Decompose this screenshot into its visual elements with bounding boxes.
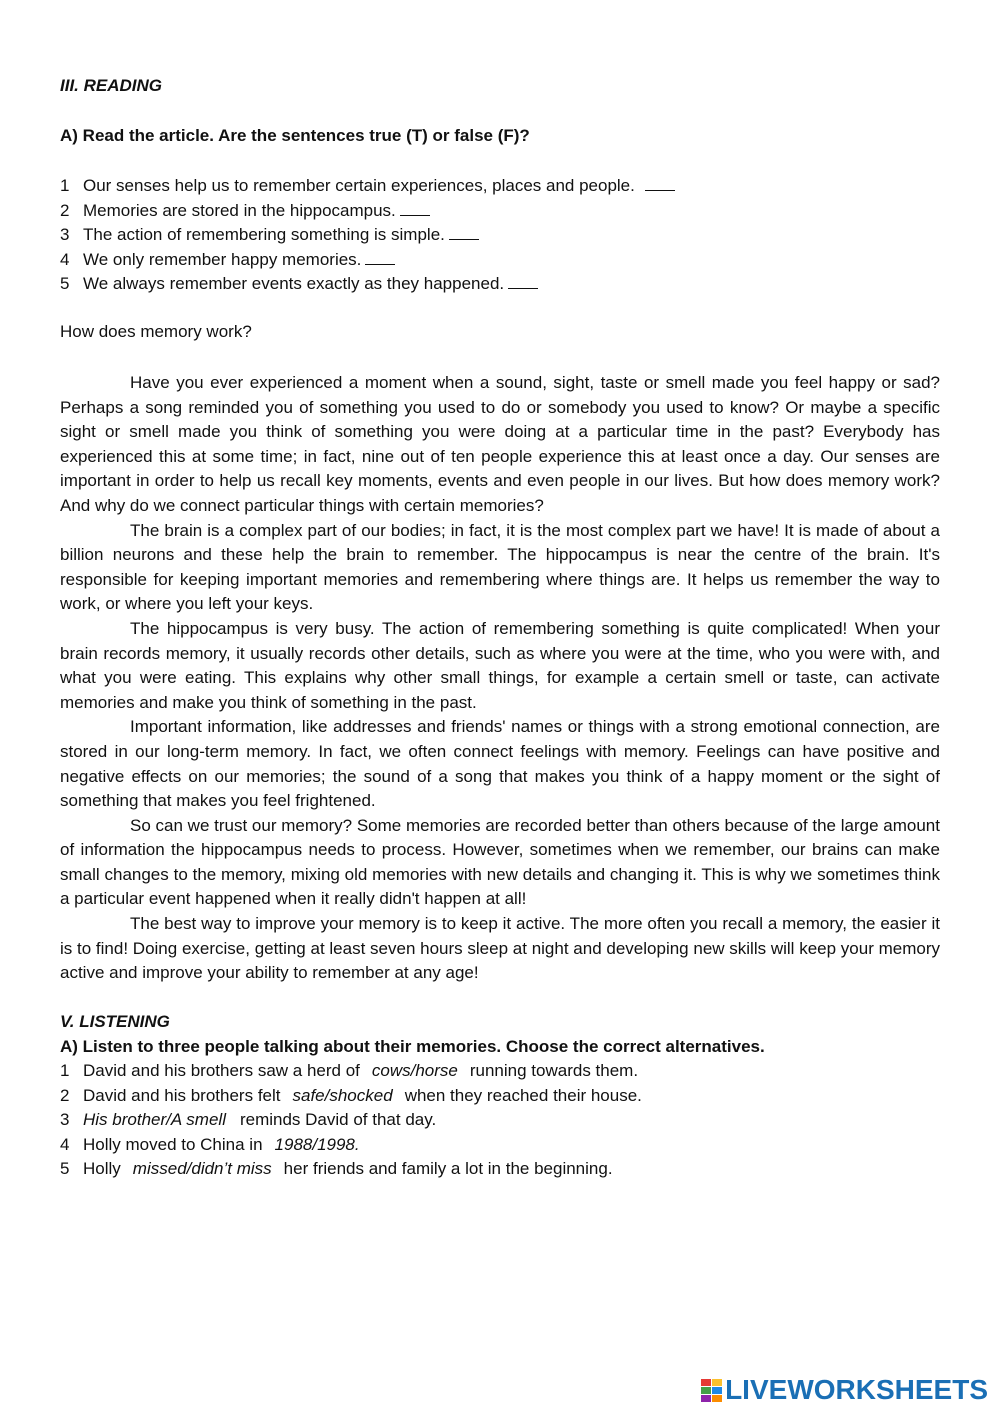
answer-blank[interactable]	[645, 176, 675, 191]
listening-item-3: 3 His brother/A smell reminds David of that day.	[60, 1110, 437, 1129]
answer-blank[interactable]	[365, 250, 395, 265]
liveworksheets-logo-text: LIVEWORKSHEETS	[725, 1374, 988, 1405]
tf-question-2: 2 Memories are stored in the hippocampus.	[60, 199, 430, 223]
tf-question-1: 1 Our senses help us to remember certain experiences, places and people.	[60, 174, 675, 198]
reading-instruction: A) Read the article. Are the sentences true (T) or false (F)?	[60, 126, 530, 145]
listening-item-4: 4 Holly moved to China in 1988/1998.	[60, 1135, 360, 1154]
listening-heading: V. LISTENING	[60, 1012, 170, 1031]
alternative-choice[interactable]: safe/shocked	[292, 1086, 393, 1105]
tf-question-4: 4 We only remember happy memories.	[60, 248, 395, 272]
article-paragraph: Important information, like addresses and friends' names or things with a strong emotional connection, are stored in our long-term memory. In fact, we often connect feelings with memory. Feelings can have positive and negative effects on our memories; the sound of a song that makes you think of a happy moment or the sight of something that makes you feel frightened.	[60, 717, 940, 811]
logo-block	[701, 1379, 711, 1386]
alternative-choice[interactable]: missed/didn’t miss	[132, 1159, 272, 1178]
reading-heading: III. READING	[60, 76, 163, 95]
alternative-choice[interactable]: cows/horse	[371, 1061, 458, 1080]
article-paragraph: The brain is a complex part of our bodies; in fact, it is the most complex part we have! It is made of about a billion neurons and these help the brain to remember. The hippocampus is near the centre of the brain. It's responsible for keeping important memories and remembering where things are. It helps us remember the way to work, or where you left your keys.	[60, 520, 940, 614]
article-body	[60, 371, 940, 986]
logo-block	[712, 1379, 722, 1386]
logo-block	[712, 1395, 722, 1402]
alternative-choice[interactable]: 1988/1998.	[274, 1135, 360, 1154]
listening-item-5: 5 Holly missed/didn’t miss her friends and family a lot in the beginning.	[60, 1159, 613, 1178]
tf-question-5: 5 We always remember events exactly as they happened.	[60, 272, 538, 296]
logo-block	[712, 1387, 722, 1394]
listening-item-2: 2 David and his brothers felt safe/shocked when they reached their house.	[60, 1086, 642, 1105]
article-paragraph: The hippocampus is very busy. The action of remembering something is quite complicated! When your brain records memory, it usually records other details, such as where you were at the time, who you were with, and what you were eating. This explains why other small things, for example a certain smell or taste, can activate memories and make you think of something in the past.	[60, 618, 940, 712]
logo-block	[701, 1387, 711, 1394]
liveworksheets-logo	[701, 1375, 988, 1405]
article-paragraph: The best way to improve your memory is to keep it active. The more often you recall a memory, the easier it is to find! Doing exercise, getting at least seven hours sleep at night and developing new skills will keep your memory active and improve your ability to remember at any age!	[60, 914, 940, 983]
article-title: How does memory work?	[60, 322, 252, 341]
liveworksheets-logo-icon	[701, 1379, 722, 1402]
listening-instruction: A) Listen to three people talking about their memories. Choose the correct alternatives.	[60, 1037, 765, 1056]
alternative-choice[interactable]: His brother/A smell	[83, 1110, 226, 1129]
answer-blank[interactable]	[449, 225, 479, 240]
article-paragraph: So can we trust our memory? Some memories are recorded better than others because of the large amount of information the hippocampus needs to process. However, sometimes when we remember, our brains can make small changes to the memory, mixing old memories with new details and changing it. This is why we sometimes think a particular event happened when it really didn't happen at all!	[60, 815, 940, 909]
tf-question-3: 3 The action of remembering something is simple.	[60, 223, 479, 247]
listening-item-1: 1 David and his brothers saw a herd of cows/horse running towards them.	[60, 1061, 639, 1080]
article-paragraph: Have you ever experienced a moment when a sound, sight, taste or smell made you feel happy or sad? Perhaps a song reminded you of something you used to do or somebody you used to know? Or maybe a specific sight or smell made you think of something you were doing at a particular time in the past? Everybody has experienced this at some time; in fact, nine out of ten people experience this at least once a day. Our senses are important in order to help us recall key moments, events and even people in our lives. But how does memory work? And why do we connect particular things with certain memories?	[60, 373, 940, 515]
answer-blank[interactable]	[508, 274, 538, 289]
answer-blank[interactable]	[400, 201, 430, 216]
logo-block	[701, 1395, 711, 1402]
